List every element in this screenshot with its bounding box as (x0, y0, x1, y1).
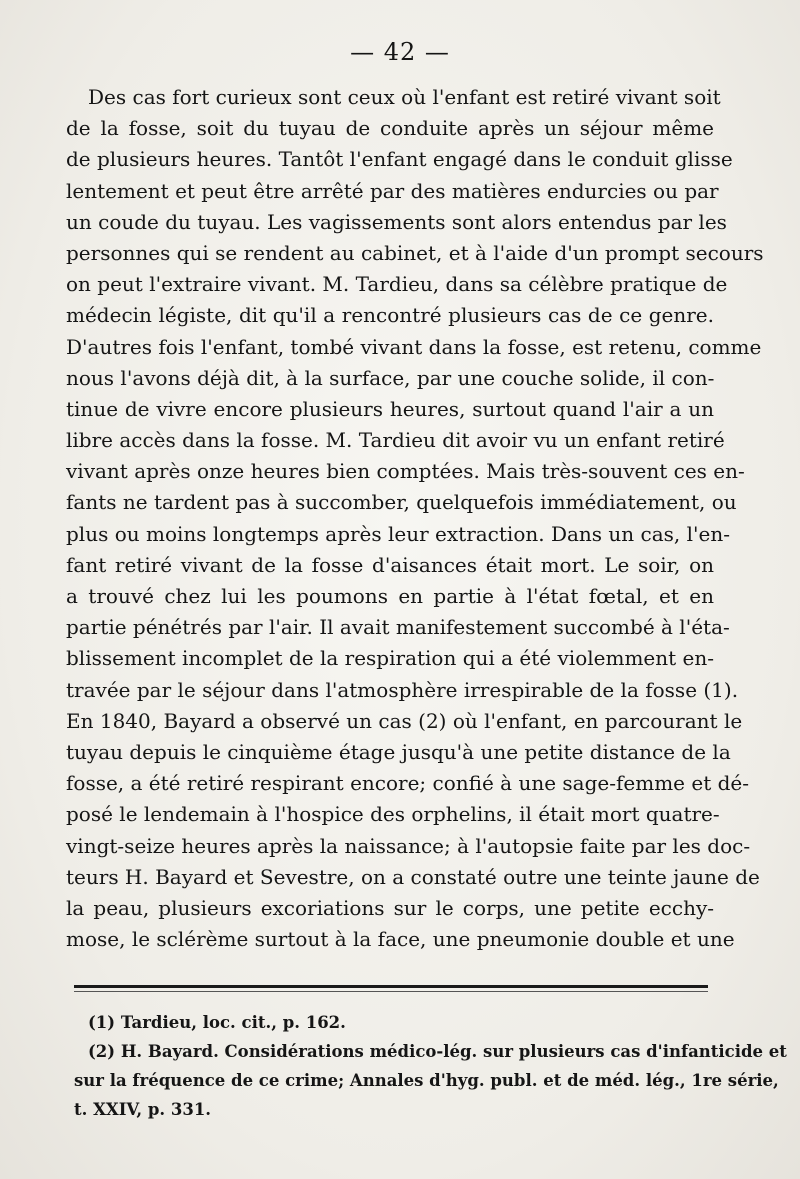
text-line: En 1840, Bayard a observé un cas (2) où l'enfant, en parcourant le (66, 708, 743, 733)
text-line: personnes qui se rendent au cabinet, et à l'aide d'un prompt secours (66, 240, 764, 265)
page-number: — 42 — (350, 38, 450, 66)
text-line: partie pénétrés par l'air. Il avait manifestement succombé à l'éta- (66, 615, 730, 640)
text-line: travée par le séjour dans l'atmosphère irrespirable de la fosse (1). (66, 677, 739, 702)
text-line: mose, le sclérème surtout à la face, une pneumonie double et une (66, 927, 735, 952)
text-line: D'autres fois l'enfant, tombé vivant dans la fosse, est retenu, comme (66, 334, 762, 359)
text-line: on peut l'extraire vivant. M. Tardieu, dans sa célèbre pratique de (66, 272, 728, 297)
text-line: libre accès dans la fosse. M. Tardieu dit avoir vu un enfant retiré (66, 428, 725, 453)
footnote-line: sur la fréquence de ce crime; Annales d'hyg. publ. et de méd. lég., 1re série, (74, 1071, 779, 1090)
text-line: fants ne tardent pas à succomber, quelquefois immédiatement, ou (66, 490, 737, 515)
text-line: tinue de vivre encore plusieurs heures, surtout quand l'air a un (66, 396, 714, 421)
text-line: vingt-seize heures après la naissance; à l'autopsie faite par les doc- (66, 833, 751, 858)
text-line: plus ou moins longtemps après leur extraction. Dans un cas, l'en- (66, 521, 731, 546)
text-line: la peau, plusieurs excoriations sur le corps, une petite ecchy- (66, 895, 714, 920)
text-line: vivant après onze heures bien comptées. Mais très-souvent ces en- (66, 459, 745, 484)
text-line: un coude du tuyau. Les vagissements sont alors entendus par les (66, 209, 727, 234)
text-line: tuyau depuis le cinquième étage jusqu'à une petite distance de la (66, 739, 731, 764)
text-line: lentement et peut être arrêté par des matières endurcies ou par (66, 178, 719, 203)
text-line: teurs H. Bayard et Sevestre, on a constaté outre une teinte jaune de (66, 864, 760, 889)
text-line: blissement incomplet de la respiration qui a été violemment en- (66, 646, 714, 671)
text-line: nous l'avons déjà dit, à la surface, par une couche solide, il con- (66, 365, 715, 390)
footnote-divider (74, 985, 708, 988)
text-line: fant retiré vivant de la fosse d'aisances était mort. Le soir, on (66, 552, 714, 577)
footnotes (74, 1008, 787, 1124)
text-line: a trouvé chez lui les poumons en partie à l'état fœtal, et en (66, 584, 714, 608)
footnote-line: t. XXIV, p. 331. (74, 1100, 212, 1119)
body-text (66, 82, 764, 955)
text-line: Des cas fort curieux sont ceux où l'enfant est retiré vivant soit (88, 85, 721, 109)
text-line: médecin légiste, dit qu'il a rencontré plusieurs cas de ce genre. (66, 303, 714, 328)
text-line: de plusieurs heures. Tantôt l'enfant engagé dans le conduit glisse (66, 147, 733, 172)
footnote-line: (1) Tardieu, loc. cit., p. 162. (88, 1013, 346, 1032)
text-line: de la fosse, soit du tuyau de conduite après un séjour même (66, 116, 714, 141)
text-line: fosse, a été retiré respirant encore; confié à une sage-femme et dé- (66, 771, 749, 796)
text-line: posé le lendemain à l'hospice des orphelins, il était mort quatre- (66, 802, 720, 827)
footnote-line: (2) H. Bayard. Considérations médico-lég. sur plusieurs cas d'infanticide et (88, 1042, 787, 1061)
footnote-divider-thin (74, 991, 708, 992)
